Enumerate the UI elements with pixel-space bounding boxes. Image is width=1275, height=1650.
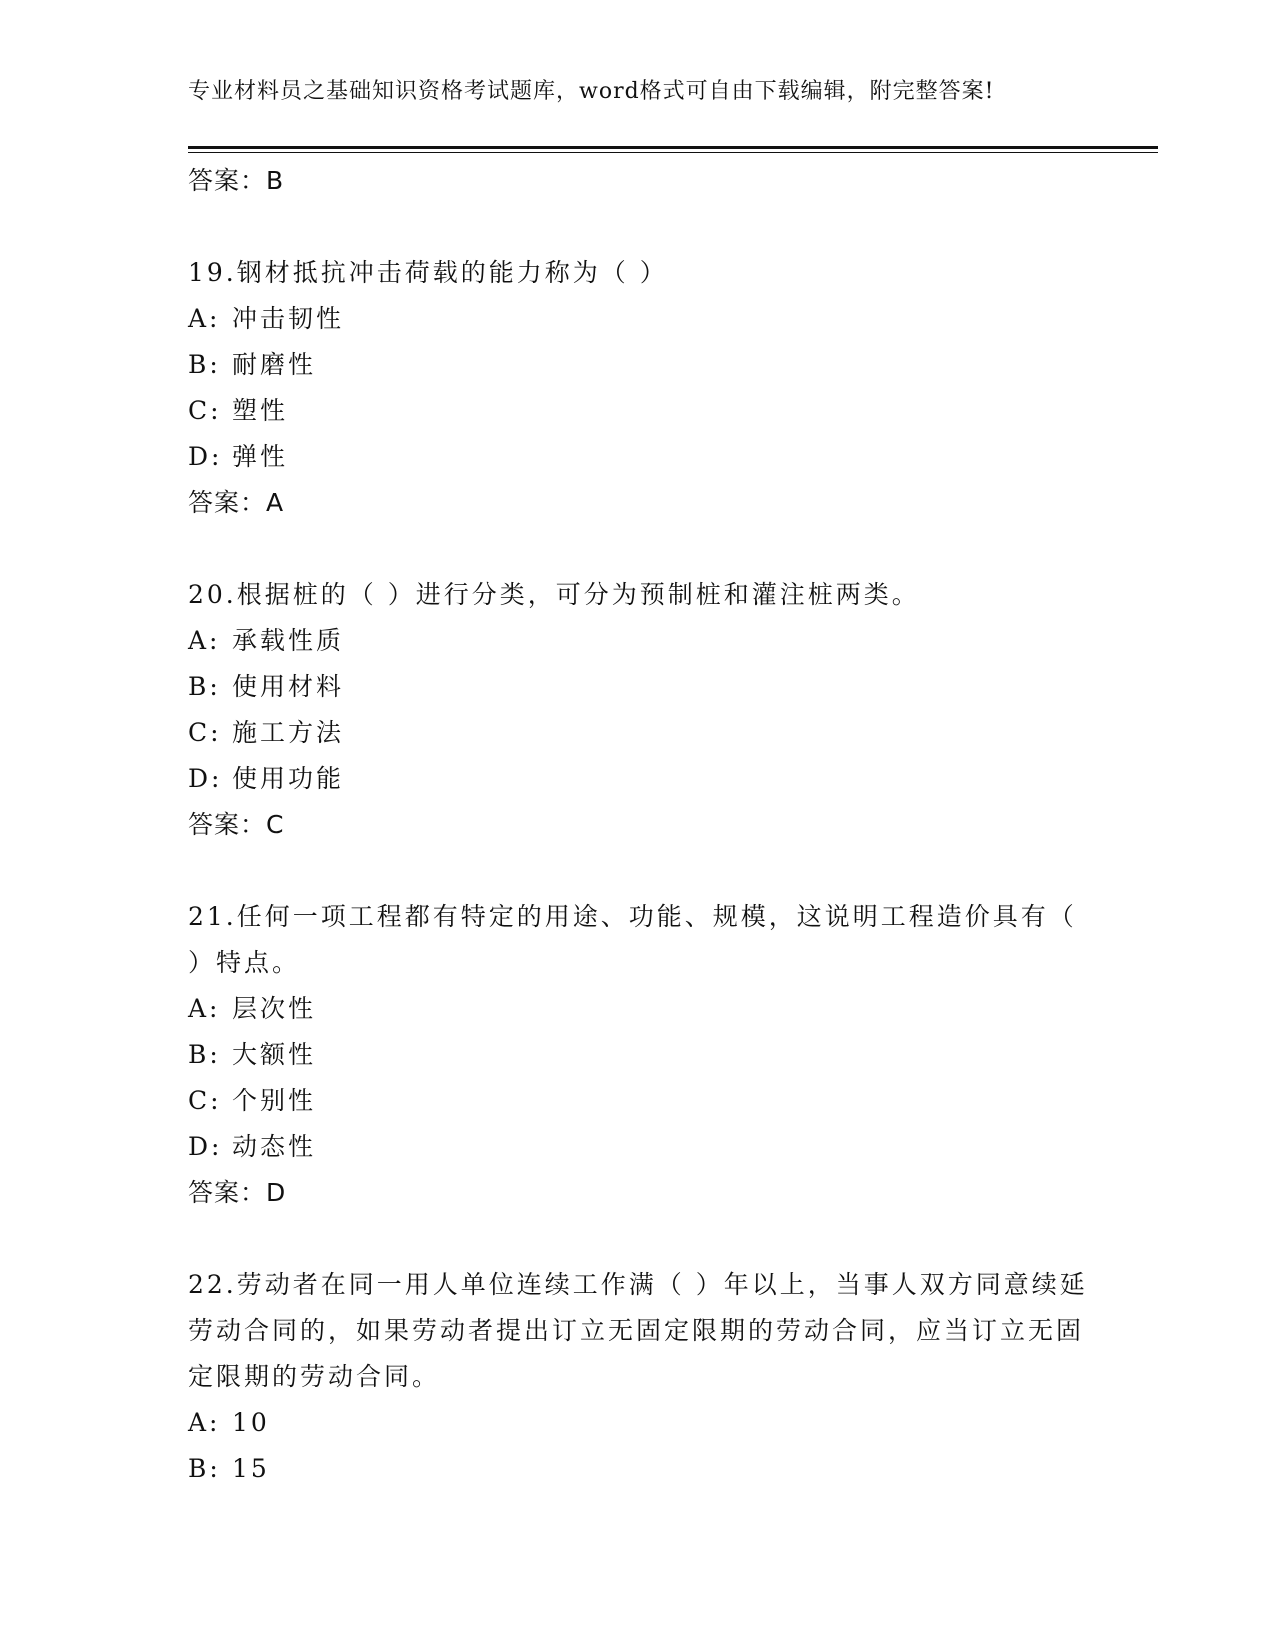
option-key: D:: [188, 442, 223, 471]
option-text: 施工方法: [232, 718, 345, 747]
option-text: 承载性质: [232, 626, 345, 655]
option-key: D:: [188, 1132, 223, 1161]
option-key: C:: [188, 718, 222, 747]
option-c: [188, 388, 1088, 434]
option-c: [188, 710, 1088, 756]
answer-line: 答案：B: [188, 166, 285, 195]
option-d: [188, 1124, 1088, 1170]
option-text: 弹性: [232, 442, 289, 471]
question-text: 20.根据桩的（ ）进行分类，可分为预制桩和灌注桩两类。: [188, 580, 920, 609]
header-rule-thin: [188, 152, 1158, 153]
option-text: 塑性: [232, 396, 289, 425]
option-a: [188, 618, 1088, 664]
question-block: [188, 572, 1088, 848]
option-key: D:: [188, 764, 223, 793]
option-text: 使用材料: [232, 672, 345, 701]
option-a: [188, 1400, 1088, 1446]
option-key: C:: [188, 1086, 222, 1115]
option-b: [188, 1446, 1088, 1492]
option-text: 15: [232, 1454, 270, 1483]
option-key: B:: [188, 350, 221, 379]
answer-line: 答案：C: [188, 810, 285, 839]
option-key: A:: [188, 304, 221, 333]
option-text: 个别性: [232, 1086, 317, 1115]
option-key: B:: [188, 1040, 221, 1069]
option-text: 使用功能: [232, 764, 345, 793]
option-key: A:: [188, 1408, 221, 1437]
question-text: 21.任何一项工程都有特定的用途、功能、规模，这说明工程造价具有（ ）特点。: [188, 902, 1077, 977]
option-key: B:: [188, 672, 221, 701]
option-b: [188, 664, 1088, 710]
option-key: A:: [188, 626, 221, 655]
question-block: [188, 250, 1088, 526]
option-b: [188, 1032, 1088, 1078]
option-key: A:: [188, 994, 221, 1023]
option-b: [188, 342, 1088, 388]
question-block: [188, 894, 1088, 1216]
option-d: [188, 756, 1088, 802]
answer-line: 答案：A: [188, 488, 285, 517]
option-text: 大额性: [232, 1040, 317, 1069]
question-list: [188, 158, 1088, 1492]
option-text: 冲击韧性: [232, 304, 345, 333]
question-text: 19.钢材抵抗冲击荷载的能力称为（ ）: [188, 258, 668, 287]
question-text: 22.劳动者在同一用人单位连续工作满（ ）年以上，当事人双方同意续延劳动合同的，如果劳动者提出订立无固定限期的劳动合同，应当订立无固定限期的劳动合同。: [188, 1270, 1088, 1391]
option-a: [188, 986, 1088, 1032]
option-text: 耐磨性: [232, 350, 317, 379]
question-block: [188, 1262, 1088, 1492]
option-a: [188, 296, 1088, 342]
option-c: [188, 1078, 1088, 1124]
option-text: 层次性: [232, 994, 317, 1023]
page-header: 专业材料员之基础知识资格考试题库，word格式可自由下载编辑，附完整答案!: [188, 79, 995, 104]
option-d: [188, 434, 1088, 480]
answer-line: 答案：D: [188, 1178, 287, 1207]
option-key: B:: [188, 1454, 221, 1483]
option-text: 10: [232, 1408, 270, 1437]
header-rule-thick: [188, 146, 1158, 149]
option-text: 动态性: [232, 1132, 317, 1161]
option-key: C:: [188, 396, 222, 425]
